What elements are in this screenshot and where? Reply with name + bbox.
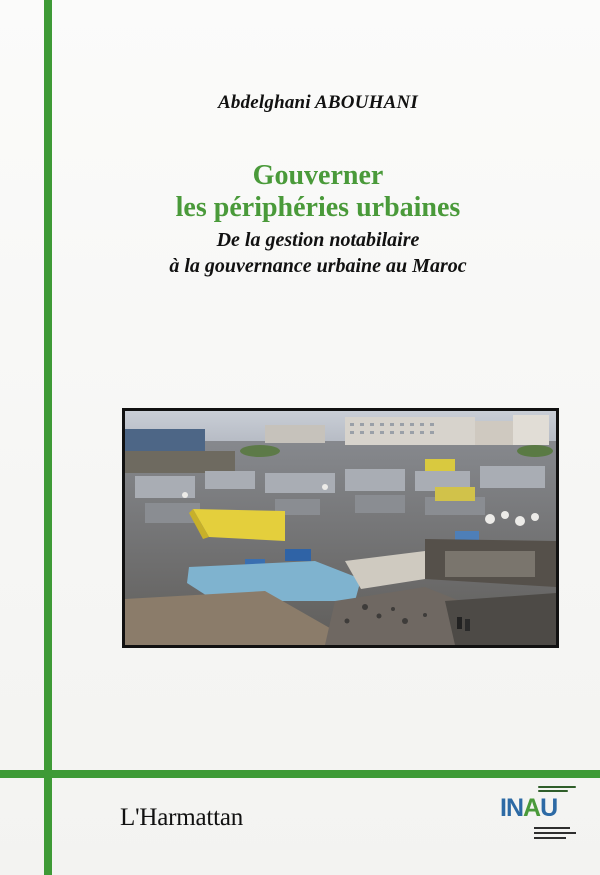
author-name: Abdelghani ABOUHANI	[218, 92, 418, 113]
subtitle-line-1: De la gestion notabilaire	[216, 229, 420, 251]
subtitle-line-2: à la gouvernance urbaine au Maroc	[169, 255, 467, 277]
cover-photo-shantytown	[122, 408, 559, 648]
green-horizontal-stripe	[0, 770, 600, 778]
inau-logo-text: INAU	[500, 794, 558, 822]
green-vertical-stripe	[44, 0, 52, 875]
publisher-logo	[120, 800, 243, 836]
inau-institute-logo	[494, 784, 580, 850]
title-line-1: Gouverner	[252, 160, 384, 191]
institute-fine-print	[534, 824, 578, 842]
arabic-script-lines	[534, 784, 580, 794]
publisher-name: L'Harmattan	[120, 804, 244, 831]
title-line-2: les périphéries urbaines	[175, 192, 461, 223]
